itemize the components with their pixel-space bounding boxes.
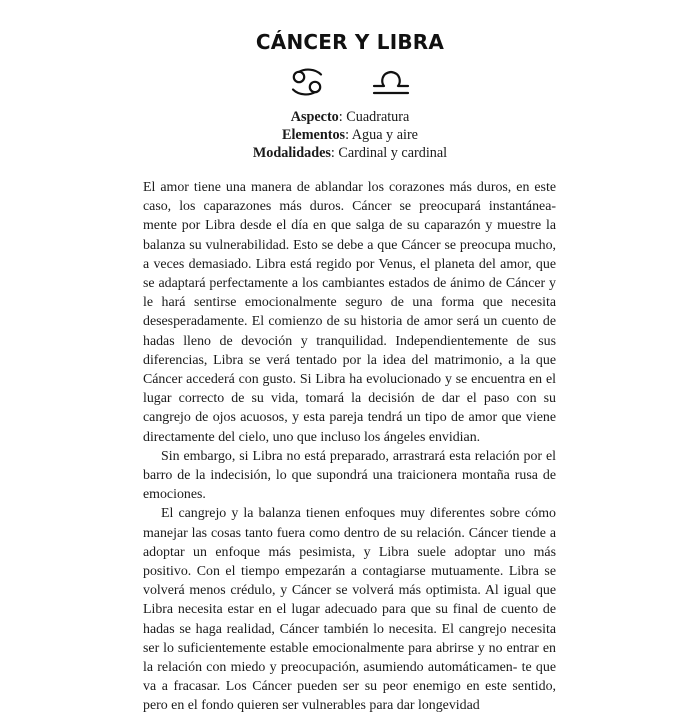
sign-info: [0, 108, 700, 162]
modalities-row: [0, 144, 700, 162]
paragraph: Sin embargo, si Libra no está preparado, arrastrará esta relación por el barro de la indecisión, lo que supondrá una traicionera montaña rusa de emociones.: [143, 448, 556, 503]
paragraph: El cangrejo y la balanza tienen enfoques muy diferentes sobre cómo manejar las cosas tanto fuera como dentro de su relación. Cáncer tiende a adoptar un enfoque más pesimista, y Libra suele adoptar uno más positivo. Con el tiempo empezarán a contagiarse mutuamente. Libra se volverá menos crédulo, y Cáncer se volverá más optimista. Al igual que Libra necesita estar en el lugar adecuado para que su final de cuento de hadas se haga realidad, Cáncer también lo necesita. El cangrejo necesita ser lo suficientemente estable emocionalmente para abrirse y no entrar en la relación con miedo y preocupación, asumiendo automáticamen- te que va a fracasar. Los Cáncer pueden ser su peor enemigo en este sentido, pero en el fondo quieren ser vulnerables para dar longevidad: [143, 506, 556, 714]
aspect-row: [0, 108, 700, 126]
aspect-label: Aspecto: [290, 109, 339, 125]
modalities-value: : Cardinal y cardinal: [330, 145, 448, 161]
body-text: [143, 178, 556, 716]
page-title: CÁNCER Y LIBRA: [255, 30, 445, 54]
aspect-value: : Cuadratura: [338, 109, 410, 125]
elements-value: : Agua y aire: [345, 127, 418, 143]
paragraph: El amor tiene una manera de ablandar los corazones más duros, en este caso, los caparazones más duros. Cáncer se preocupará instantánea- mente por Libra desde el día en que salga de su caparazón y muestre la balanza su vulnerabilidad. Esto se debe a que Cáncer se preocupa mucho, a veces demasiado. Libra está regido por Venus, el planeta del amor, que se adaptará perfectamente a los cambiantes estados de ánimo de Cáncer y le hará sentirse emocionalmente seguro de una forma que necesita desesperadamente. El comienzo de su historia de amor será un cuento de hadas lleno de devoción y tranquilidad. Independientemente de sus diferencias, Libra se verá tentado por la idea del matrimonio, a la que Cáncer accederá con gusto. Si Libra ha evolucionado y se encuentra en el lugar correcto de su vida, tomará la decisión de dar el paso con su cangrejo de ojos acuosos, y esta pareja tendrá un tipo de amor que viene directamente del cielo, uno que incluso los ángeles envidian.: [143, 180, 556, 445]
modalities-label: Modalidades: [252, 145, 331, 161]
libra-icon: [371, 67, 411, 97]
cancer-icon: [289, 66, 325, 98]
zodiac-symbols: [0, 64, 700, 100]
elements-row: [0, 126, 700, 144]
elements-label: Elementos: [282, 127, 346, 143]
